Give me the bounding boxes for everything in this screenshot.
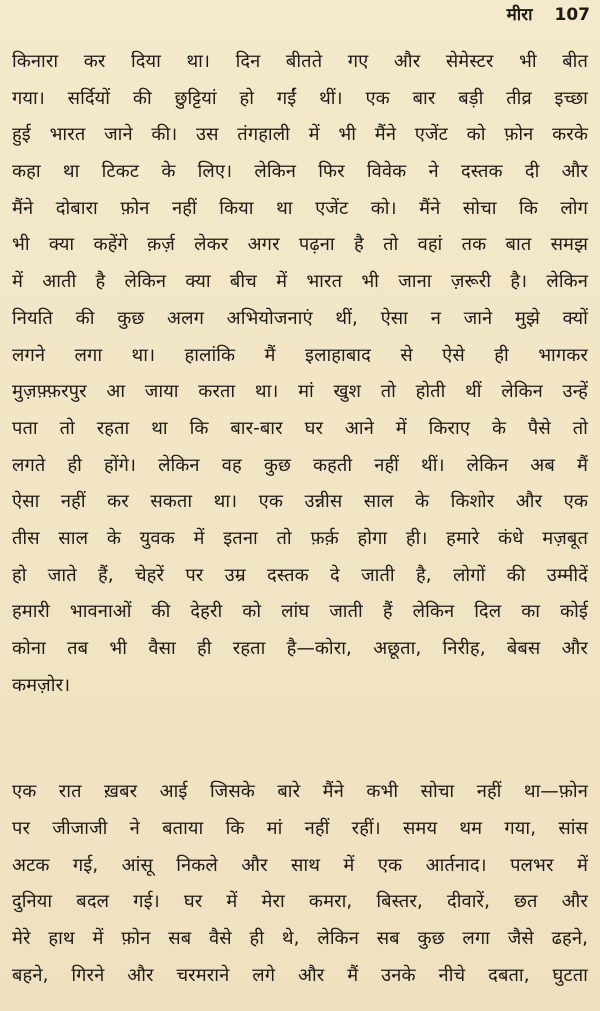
page-number: 107 [554, 5, 590, 25]
text-line: दुनिया बदल गई। घर में मेरा कमरा, बिस्तर, दीवारें, छत और [12, 891, 588, 913]
text-line: हमारी भावनाओं की देहरी को लांघ जाती हैं लेकिन दिल का कोई [12, 601, 588, 623]
paragraph-break [12, 704, 588, 774]
text-line: ऐसा नहीं कर सकता था। एक उन्नीस साल के किशोर और एक [12, 491, 588, 513]
text-line: तीस साल के युवक में इतना तो फ़र्क़ होगा ही। हमारे कंधे मज़बूत [12, 527, 588, 549]
text-line: कमज़ोर। [12, 674, 71, 696]
text-line: अटक गई, आंसू निकले और साथ में एक आर्तनाद। पलभर में [12, 854, 588, 876]
chapter-title: मीरा [506, 5, 533, 25]
text-line: नियति की कुछ अलग अभियोजनाएं थीं, ऐसा न जाने मुझे क्यों [12, 307, 588, 329]
text-line: किनारा कर दिया था। दिन बीतते गए और सेमेस्टर भी बीत [12, 51, 588, 72]
text-line: कहा था टिकट के लिए। लेकिन फिर विवेक ने दस्तक दी और [12, 161, 588, 183]
text-line: लगते ही होंगे। लेकिन वह कुछ कहती नहीं थीं। लेकिन अब मैं [12, 454, 588, 476]
body-text [12, 44, 588, 995]
text-line: मैंने दोबारा फ़ोन नहीं किया था एजेंट को। मैंने सोचा कि लोग [12, 197, 588, 219]
paragraph [12, 774, 588, 994]
text-line: पता तो रहता था कि बार-बार घर आने में किराए के पैसे तो [12, 417, 588, 439]
text-line: मेरे हाथ में फ़ोन सब वैसे ही थे, लेकिन सब कुछ लगा जैसे ढहने, [12, 928, 588, 950]
text-line: बहने, गिरने और चरमराने लगे और मैं उनके नीचे दबता, घुटता [12, 964, 588, 986]
running-header [507, 2, 590, 25]
text-line: हो जाते हैं, चेहरें पर उम्र दस्तक दे जाती है, लोगों की उम्मीदें [12, 564, 588, 586]
text-line: लगने लगा था। हालांकि मैं इलाहाबाद से ऐसे ही भागकर [12, 344, 588, 366]
text-line: कोना तब भी वैसा ही रहता है—कोरा, अछूता, निरीह, बेबस और [12, 638, 588, 659]
text-line: हुई भारत जाने की। उस तंगहाली में भी मैंने एजेंट को फ़ोन करके [12, 124, 588, 146]
text-line: पर जीजाजी ने बताया कि मां नहीं रहीं। समय थम गया, सांस [12, 818, 588, 840]
text-line: एक रात ख़बर आई जिसके बारे मैंने कभी सोचा नहीं था—फ़ोन [12, 781, 588, 803]
text-line: भी क्या कहेंगे क़र्ज़ लेकर अगर पढ़ना है तो वहां तक बात समझ [12, 234, 588, 256]
text-line: गया। सर्दियों की छुट्टियां हो गईं थीं। एक बार बड़ी तीव्र इच्छा [12, 87, 588, 109]
text-line: मुज़फ़्फ़रपुर आ जाया करता था। मां खुश तो होती थीं लेकिन उन्हें [12, 381, 588, 403]
text-line: में आती है लेकिन क्या बीच में भारत भी जाना ज़रूरी है। लेकिन [12, 271, 588, 293]
paragraph [12, 44, 588, 704]
